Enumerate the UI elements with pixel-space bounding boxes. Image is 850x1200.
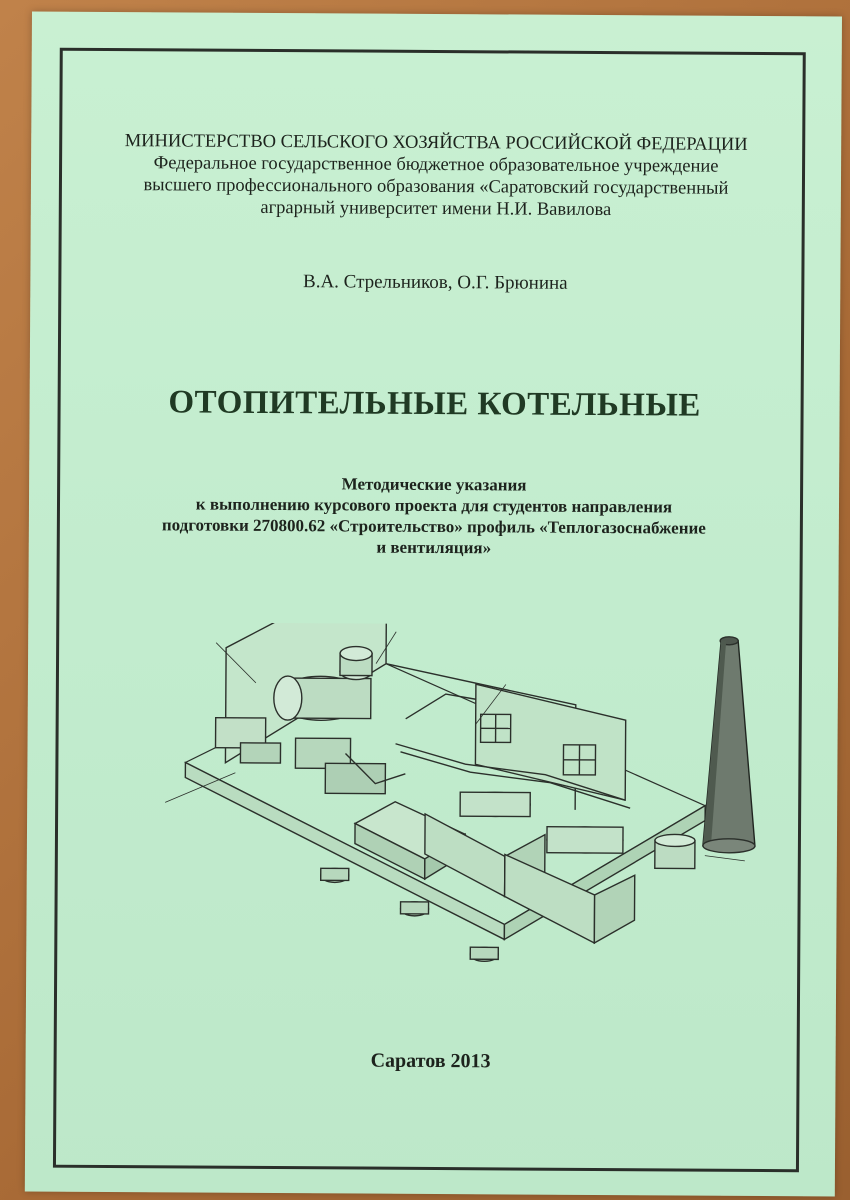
org-line-education: высшего профессионального образования «Саратовский государственный — [143, 175, 729, 199]
boiler-room-isometric-drawing-icon — [144, 622, 766, 1011]
authors: В.А. Стрельников, О.Г. Брюнина — [302, 271, 568, 294]
city-year: Саратов 2013 — [370, 1049, 491, 1073]
book-title: ОТОПИТЕЛЬНЫЕ КОТЕЛЬНЫЕ — [168, 384, 701, 424]
subtitle-line-1: Методические указания — [341, 474, 527, 495]
org-line-institution: Федеральное государственное бюджетное образовательное учреждение — [153, 153, 719, 177]
cover-page — [25, 12, 842, 1197]
org-line-ministry: МИНИСТЕРСТВО СЕЛЬСКОГО ХОЗЯЙСТВА РОССИЙСКОЙ ФЕДЕРАЦИИ — [124, 131, 748, 155]
book-subtitle — [29, 472, 839, 561]
subtitle-line-4: и вентиляция» — [376, 537, 492, 558]
subtitle-line-3: подготовки 270800.62 «Строительство» профиль «Теплогазоснабжение — [161, 515, 706, 538]
org-line-university: аграрный университет имени Н.И. Вавилова — [260, 197, 612, 221]
subtitle-line-2: к выполнению курсового проекта для студентов направления — [195, 494, 673, 517]
organization-header — [31, 130, 842, 223]
